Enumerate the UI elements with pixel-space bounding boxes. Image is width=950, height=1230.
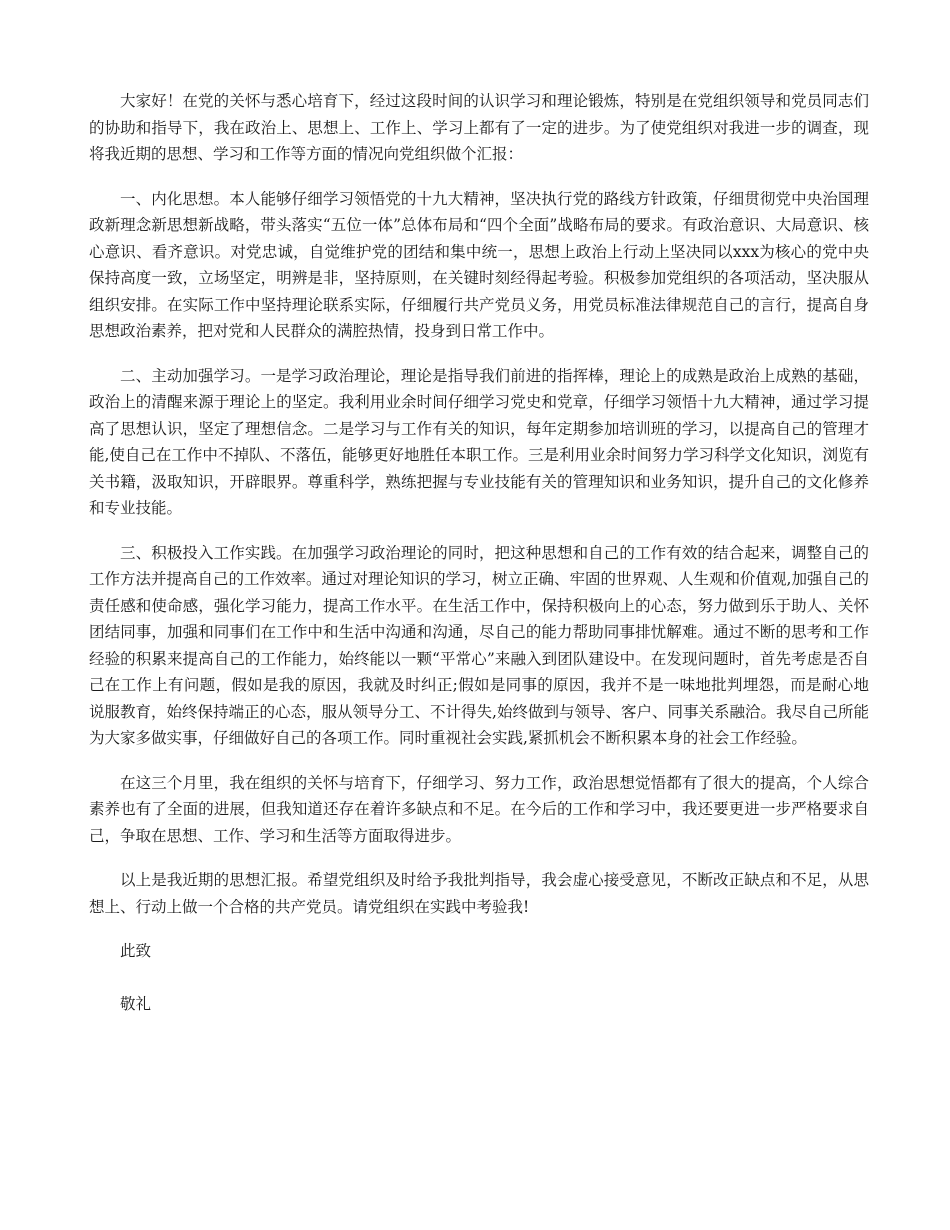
closing-salutation: 此致 [120, 942, 152, 960]
paragraph-strengthen-study: 二、主动加强学习。一是学习政治理论，理论是指导我们前进的指挥棒，理论上的成熟是政治上成熟的基础，政治上的清醒来源于理论上的坚定。我利用业余时间仔细学习党史和党章，仔细学习领悟十九大精神，通过学习提高了思想认识，坚定了理想信念。二是学习与工作有关的知识，每年定期参加培训班的学习，以提高自己的管理才能,使自己在工作中不掉队、不落伍，能够更好地胜任本职工作。三是利用业余时间努力学习科学文化知识，浏览有关书籍，汲取知识，开辟眼界。尊重科学，熟练把握与专业技能有关的管理知识和业务知识，提升自己的文化修养和专业技能。 [89, 366, 869, 517]
paragraph-summary: 在这三个月里，我在组织的关怀与培育下，仔细学习、努力工作，政治思想觉悟都有了很大的提高，个人综合素养也有了全面的进展，但我知道还存在着许多缺点和不足。在今后的工作和学习中，我还要更进一步严格要求自己，争取在思想、工作、学习和生活等方面取得进步。 [89, 773, 869, 845]
closing-regards: 敬礼 [120, 994, 152, 1013]
paragraph-internalize-thought: 一、内化思想。本人能够仔细学习领悟党的十九大精神，坚决执行党的路线方针政策，仔细贯彻党中央治国理政新理念新思想新战略，带头落实“五位一体”总体布局和“四个全面”战略布局的要求。有政治意识、大局意识、核心意识、看齐意识。对党忠诚，自觉维护党的团结和集中统一，思想上政治上行动上坚决同以xxx为核心的党中央保持高度一致，立场坚定，明辨是非，坚持原则，在关键时刻经得起考验。积极参加党组织的各项活动，坚决服从组织安排。在实际工作中坚持理论联系实际，仔细履行共产党员义务，用党员标准法律规范自己的言行，提高自身思想政治素养，把对党和人民群众的满腔热情，投身到日常工作中。 [89, 189, 869, 340]
document-body [89, 88, 869, 1043]
paragraph-work-practice: 三、积极投入工作实践。在加强学习政治理论的同时，把这种思想和自己的工作有效的结合起来，调整自己的工作方法并提高自己的工作效率。通过对理论知识的学习，树立正确、牢固的世界观、人生观和价值观,加强自己的责任感和使命感，强化学习能力，提高工作水平。在生活工作中，保持积极向上的心态，努力做到乐于助人、关怀团结同事，加强和同事们在工作中和生活中沟通和沟通，尽自己的能力帮助同事排忧解难。通过不断的思考和工作经验的积累来提高自己的工作能力，始终能以一颗“平常心”来融入到团队建设中。在发现问题时，首先考虑是否自己在工作上有问题，假如是我的原因，我就及时纠正;假如是同事的原因，我并不是一味地批判埋怨，而是耐心地说服教育，始终保持端正的心态，服从领导分工、不计得失,始终做到与领导、客户、同事关系融洽。我尽自己所能为大家多做实事，仔细做好自己的各项工作。同时重视社会实践,紧抓机会不断积累本身的社会工作经验。 [89, 543, 869, 747]
paragraph-conclusion: 以上是我近期的思想汇报。希望党组织及时给予我批判指导，我会虚心接受意见，不断改正缺点和不足，从思想上、行动上做一个合格的共产党员。请党组织在实践中考验我! [89, 871, 869, 916]
paragraph-greeting: 大家好！在党的关怀与悉心培育下，经过这段时间的认识学习和理论锻炼，特别是在党组织领导和党员同志们的协助和指导下，我在政治上、思想上、工作上、学习上都有了一定的进步。为了使党组织对我进一步的调查，现将我近期的思想、学习和工作等方面的情况向党组织做个汇报： [89, 92, 869, 163]
